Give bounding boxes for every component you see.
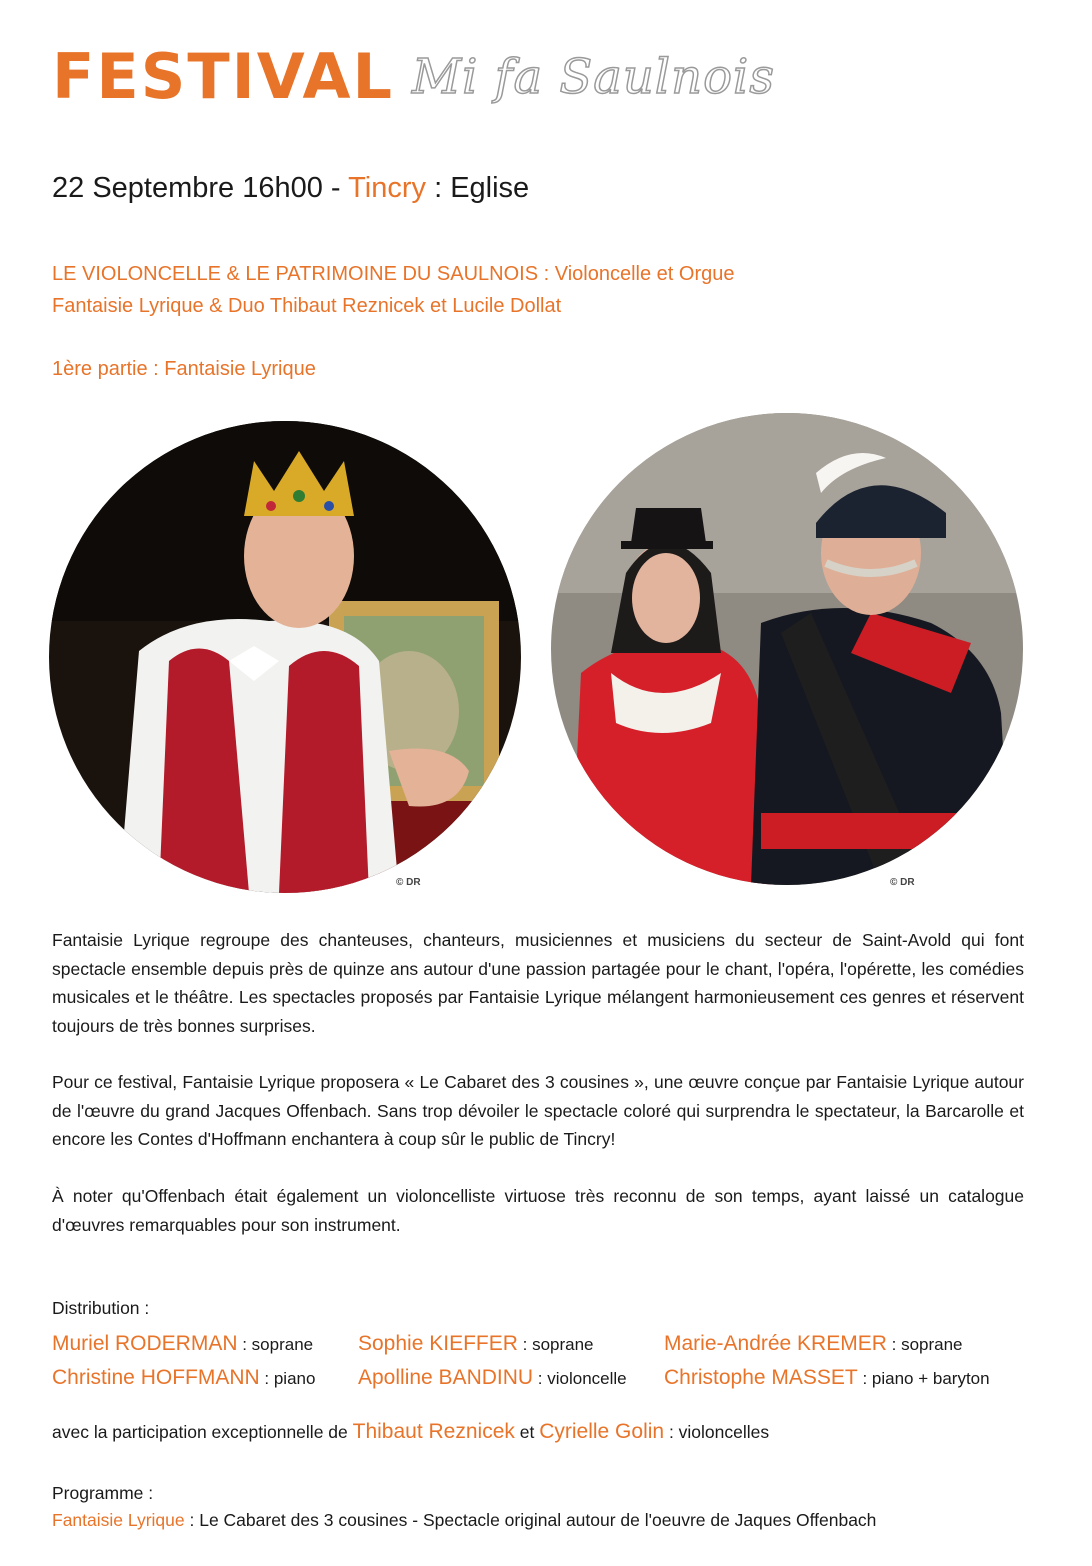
paragraph-intro: Fantaisie Lyrique regroupe des chanteuses, chanteurs, musiciennes et musiciens du secteur de Saint-Avold qui font spectacle ensemble depuis près de quinze ans autour d'une passion partagée pour le chant, l'opéra, l'opérette, les comédies musicales et le théâtre. Les spectacles proposés par Fantaisie Lyrique mélangent harmonieusement ces genres et réservent toujours de très bonnes surprises. [52,930,1024,1036]
subtitle-line-1: LE VIOLONCELLE & LE PATRIMOINE DU SAULNOIS : Violoncelle et Orgue [52,263,735,285]
logo-script-text: Mi fa Saulnois [411,48,775,105]
cast-member [52,1361,315,1395]
participation-joiner: et [514,1422,540,1442]
cast-role: : piano + baryton [857,1369,990,1388]
programme-title: Programme : [52,1483,154,1503]
cast-name: Sophie KIEFFER [358,1332,518,1355]
photo-singer-crown [49,421,521,893]
event-date-time: 22 Septembre 16h00 - [52,172,341,204]
cast-role: : violoncelle [533,1369,627,1388]
cast-member [52,1327,315,1361]
photo-singer-crown-illustration [49,421,521,893]
participation-suffix: : violoncelles [664,1422,770,1442]
event-separator: : [434,172,443,204]
participation-name-2: Cyrielle Golin [539,1420,665,1443]
cast-member [664,1327,990,1361]
cast-column-1 [52,1327,315,1395]
cast-role: : soprane [517,1335,594,1354]
photo-costumed-couple-illustration [551,413,1023,885]
cast-role: : piano [259,1369,316,1388]
event-town: Tincry [348,172,427,204]
event-date-location [52,172,529,205]
concert-subtitle [52,258,734,322]
participation-line [52,1420,769,1444]
photo-costumed-couple [551,413,1023,885]
cast-member [358,1327,627,1361]
cast-role: : soprane [237,1335,314,1354]
paragraph-offenbach: À noter qu'Offenbach était également un violoncelliste virtuose très reconnu de son temps, ayant laissé un catalogue d'œuvres remarquables pour son instrument. [52,1186,1024,1235]
event-venue: Eglise [450,172,530,204]
photo-credit-right: © DR [890,877,915,888]
paragraph-festival: Pour ce festival, Fantaisie Lyrique proposera « Le Cabaret des 3 cousines », une œuvre conçue par Fantaisie Lyrique autour de l'œuvre du grand Jacques Offenbach. Sans trop dévoiler le spectacle coloré qui surprendra le spectateur, la Barcarolle et encore les Contes d'Hoffmann enchantera à coup sûr le public de Tincry! [52,1072,1024,1149]
cast-name: Muriel RODERMAN [52,1332,238,1355]
cast-role: : soprane [886,1335,963,1354]
cast-name: Apolline BANDINU [358,1366,534,1389]
participation-name-1: Thibaut Reznicek [352,1420,515,1443]
cast-name: Christine HOFFMANN [52,1366,260,1389]
part-heading: 1ère partie : Fantaisie Lyrique [52,358,316,380]
subtitle-line-2: Fantaisie Lyrique & Duo Thibaut Reznicek et Lucile Dollat [52,295,562,317]
participation-prefix: avec la participation exceptionnelle de [52,1422,353,1442]
distribution-title: Distribution : [52,1298,150,1318]
cast-column-2 [358,1327,627,1395]
logo-wordmark: FESTIVAL [52,40,394,113]
cast-name: Christophe MASSET [664,1366,858,1389]
photo-credit-left: © DR [396,877,421,888]
cast-column-3 [664,1327,990,1395]
festival-logo [52,40,775,120]
cast-name: Marie-Andrée KREMER [664,1332,887,1355]
cast-member [358,1361,627,1395]
programme-ensemble: Fantaisie Lyrique [52,1510,185,1530]
programme-description: : Le Cabaret des 3 cousines - Spectacle original autour de l'oeuvre de Jaques Offenbach [184,1510,877,1530]
cast-member [664,1361,990,1395]
programme-line [52,1510,876,1531]
